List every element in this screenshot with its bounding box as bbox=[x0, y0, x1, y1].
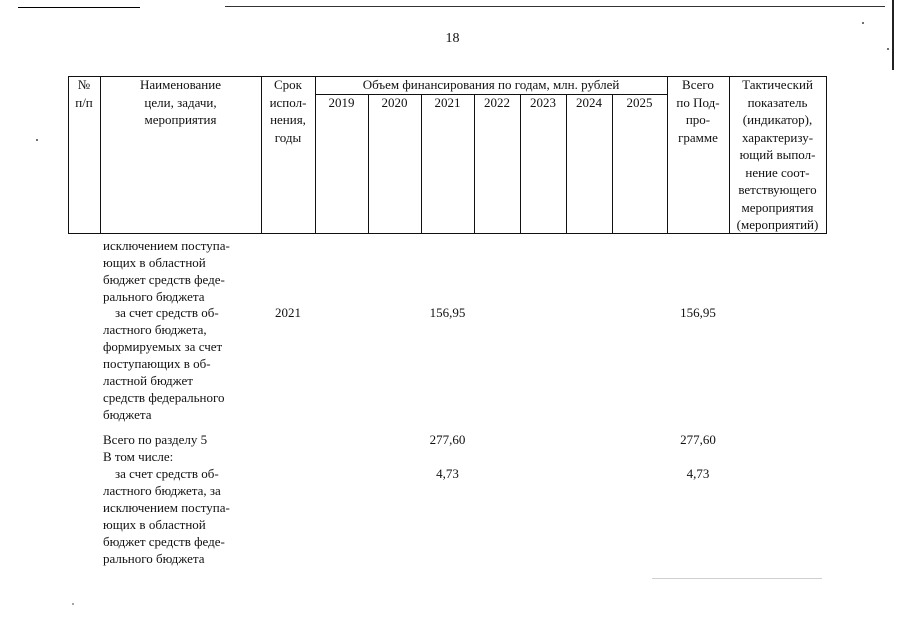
header-name-line: цели, задачи, bbox=[144, 94, 217, 110]
header-indicator-line: (индикатор), bbox=[742, 112, 813, 127]
header-year: 2021 bbox=[434, 95, 461, 110]
row-value-2021: 156,95 bbox=[429, 305, 466, 320]
header-year: 2022 bbox=[484, 95, 510, 110]
header-year: 2024 bbox=[576, 95, 602, 110]
row-name-line: бюджет средств феде- bbox=[103, 534, 225, 549]
row-name-line: за счет средств об- bbox=[115, 466, 219, 481]
row-name bbox=[103, 465, 259, 567]
header-total-line: грамме bbox=[678, 129, 718, 145]
row-name-line: ластного бюджета, за bbox=[103, 483, 221, 498]
row-name bbox=[103, 304, 259, 423]
row-name-line: бюджета bbox=[103, 407, 152, 422]
table-border bbox=[421, 94, 422, 234]
row-name-line: формируемых за счет bbox=[103, 339, 223, 354]
header-number bbox=[68, 76, 100, 111]
header-name bbox=[100, 76, 261, 129]
header-indicator-line: нение соот- bbox=[745, 164, 810, 180]
header-name-line: мероприятия bbox=[144, 112, 217, 127]
row-name-line: исключением поступа- bbox=[103, 500, 230, 515]
header-term-line: нения, bbox=[270, 112, 306, 127]
header-total bbox=[667, 76, 729, 146]
header-indicator-line: мероприятия bbox=[741, 199, 814, 215]
row-name-line: ющих в областной bbox=[103, 255, 206, 270]
row-total: 156,95 bbox=[680, 305, 716, 320]
table-border bbox=[566, 94, 567, 234]
row-name-line: бюджет средств феде- bbox=[103, 272, 225, 287]
page-number: 18 bbox=[445, 31, 460, 46]
table-border bbox=[612, 94, 613, 234]
header-indicator-line: показатель bbox=[747, 94, 808, 110]
header-year: 2023 bbox=[530, 95, 556, 110]
row-name bbox=[103, 431, 259, 465]
row-value-2021: 277,60 bbox=[429, 432, 466, 447]
header-name-line: Наименование bbox=[140, 77, 221, 92]
header-indicator bbox=[729, 76, 826, 234]
table-border bbox=[368, 94, 369, 234]
row-term: 2021 bbox=[275, 305, 301, 320]
scan-artifact-dot bbox=[862, 22, 864, 24]
row-name-line: Всего по разделу 5 bbox=[103, 432, 208, 447]
table-border bbox=[68, 233, 826, 234]
row-name-line: рального бюджета bbox=[103, 289, 205, 304]
header-term-line: испол- bbox=[269, 94, 307, 110]
header-term bbox=[261, 76, 315, 146]
row-name-line: поступающих в об- bbox=[103, 356, 211, 371]
row-name-line: ластной бюджет bbox=[103, 373, 193, 388]
scan-artifact-line bbox=[18, 7, 140, 8]
row-name-line: исключением поступа- bbox=[103, 238, 230, 253]
header-year: 2019 bbox=[328, 95, 355, 110]
header-number-line: п/п bbox=[75, 94, 93, 110]
row-name-line: В том числе: bbox=[103, 449, 174, 464]
header-total-line: по Под- bbox=[676, 94, 720, 110]
header-total-line: про- bbox=[685, 112, 711, 127]
header-indicator-line: (мероприятий) bbox=[736, 217, 819, 232]
header-indicator-line: ветствующего bbox=[738, 182, 817, 197]
table-border bbox=[826, 76, 827, 234]
scan-artifact-line bbox=[652, 578, 822, 579]
header-term-line: Срок bbox=[274, 77, 302, 92]
header-total-line: Всего bbox=[682, 77, 714, 92]
header-indicator-line: ющий выпол- bbox=[739, 147, 816, 162]
header-number-line: № bbox=[77, 77, 91, 92]
row-total: 4,73 bbox=[686, 466, 710, 481]
scan-artifact-dot bbox=[72, 603, 74, 605]
row-name bbox=[103, 237, 259, 305]
header-funding-title: Объем финансирования по годам, млн. рублей bbox=[362, 77, 620, 92]
row-name-line: средств федерального bbox=[103, 390, 225, 405]
row-value-2021: 4,73 bbox=[436, 466, 459, 481]
header-indicator-line: Тактический bbox=[742, 77, 813, 92]
header-term-line: годы bbox=[274, 129, 302, 145]
header-year: 2025 bbox=[626, 95, 653, 110]
scan-artifact-dot bbox=[887, 48, 889, 50]
row-name-line: ющих в областной bbox=[103, 517, 206, 532]
scan-artifact-dot bbox=[36, 139, 38, 141]
table-border bbox=[474, 94, 475, 234]
table-border bbox=[520, 94, 521, 234]
row-name-line: рального бюджета bbox=[103, 551, 205, 566]
row-name-line: ластного бюджета, bbox=[103, 322, 207, 337]
scan-artifact-line bbox=[225, 6, 885, 7]
row-name-line: за счет средств об- bbox=[115, 305, 219, 320]
row-total: 277,60 bbox=[680, 432, 716, 447]
header-year: 2020 bbox=[381, 95, 408, 110]
header-indicator-line: характеризу- bbox=[741, 129, 814, 145]
